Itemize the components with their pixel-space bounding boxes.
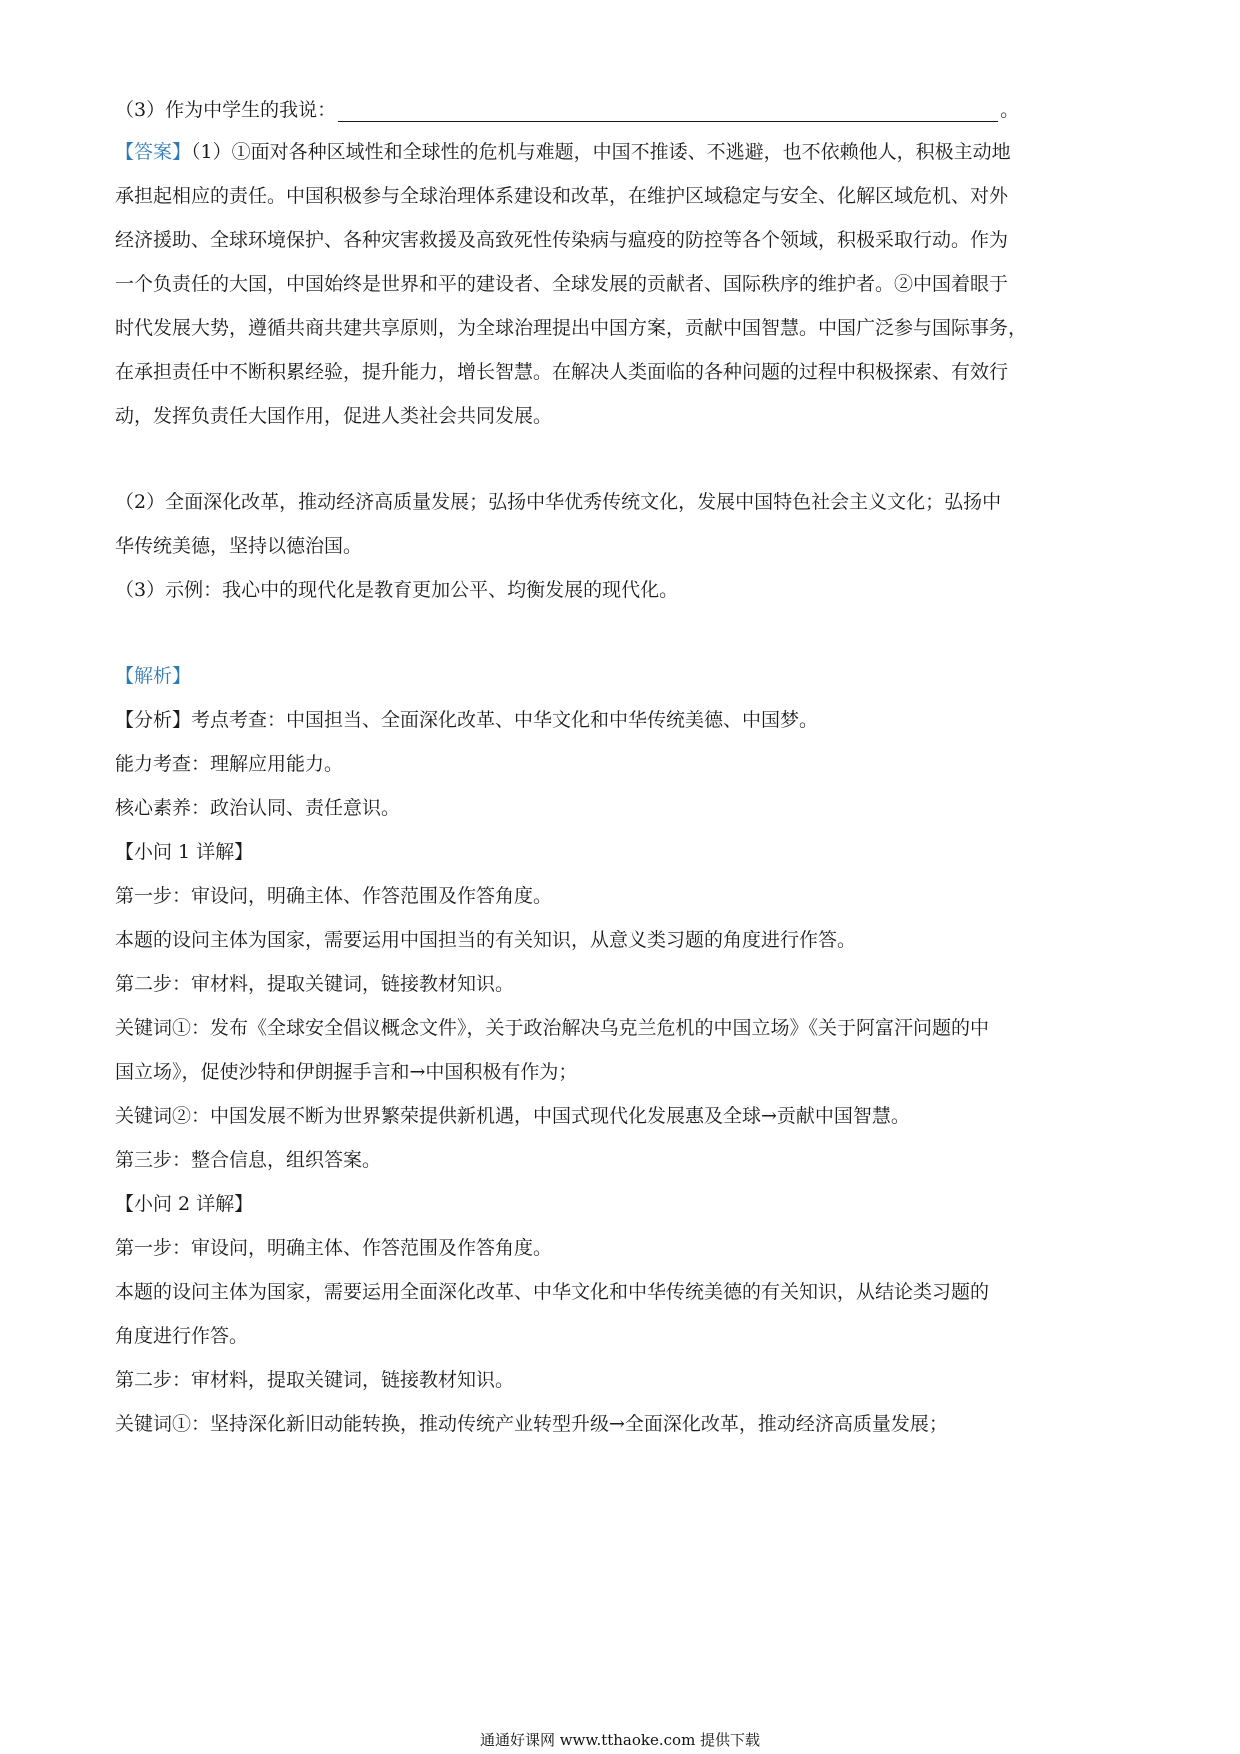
answer-line-2: 承担起相应的责任。中国积极参与全球治理体系建设和改革，在维护区域稳定与安全、化解区域危机、对外 — [115, 185, 1009, 207]
analysis-line-5: 第一步：审设问，明确主体、作答范围及作答角度。 — [115, 885, 553, 907]
answer-part2-line-1: （2）全面深化改革，推动经济高质量发展；弘扬中华优秀传统文化，发展中国特色社会主义文化；弘扬中 — [115, 491, 1002, 513]
answer-label: 【答案】 — [115, 141, 192, 163]
answer-text: （1）①面对各种区域性和全球性的危机与难题，中国不推诿、不逃避，也不依赖他人，积极主动地 — [191, 141, 1011, 163]
answer-line-5: 时代发展大势，遵循共商共建共享原则，为全球治理提出中国方案，贡献中国智慧。中国广泛参与国际事务， — [115, 317, 1028, 339]
analysis-line-1: 【分析】考点考查：中国担当、全面深化改革、中华文化和中华传统美德、中国梦。 — [115, 709, 819, 731]
analysis-line-12: 【小问 2 详解】 — [115, 1193, 254, 1215]
question-3-end: 。 — [1000, 99, 1020, 121]
answer-line-4: 一个负责任的大国，中国始终是世界和平的建设者、全球发展的贡献者、国际秩序的维护者。②中国着眼于 — [115, 273, 1009, 295]
answer-line-3: 经济援助、全球环境保护、各种灾害救援及高致死性传染病与瘟疫的防控等各个领域，积极采取行动。作为 — [115, 229, 1009, 251]
analysis-line-13: 第一步：审设问，明确主体、作答范围及作答角度。 — [115, 1237, 553, 1259]
analysis-line-16: 第二步：审材料，提取关键词，链接教材知识。 — [115, 1369, 515, 1391]
answer-blank — [338, 101, 998, 122]
answer-line-1 — [115, 140, 1135, 164]
answer-line-7: 动，发挥负责任大国作用，促进人类社会共同发展。 — [115, 405, 553, 427]
analysis-line-14: 本题的设问主体为国家，需要运用全面深化改革、中华文化和中华传统美德的有关知识，从结论类习题的 — [115, 1281, 990, 1303]
analysis-line-10: 关键词②：中国发展不断为世界繁荣提供新机遇，中国式现代化发展惠及全球→贡献中国智慧。 — [115, 1105, 910, 1127]
analysis-line-3: 核心素养：政治认同、责任意识。 — [115, 797, 401, 819]
answer-part3: （3）示例：我心中的现代化是教育更加公平、均衡发展的现代化。 — [115, 579, 679, 601]
analysis-line-4: 【小问 1 详解】 — [115, 841, 254, 863]
analysis-line-9: 国立场》，促使沙特和伊朗握手言和→中国积极有作为； — [115, 1061, 578, 1083]
analysis-line-2: 能力考查：理解应用能力。 — [115, 753, 344, 775]
question-3-text: （3）作为中学生的我说： — [115, 99, 337, 121]
answer-line-6: 在承担责任中不断积累经验，提升能力，增长智慧。在解决人类面临的各种问题的过程中积极探索、有效行 — [115, 361, 1009, 383]
analysis-label: 【解析】 — [115, 665, 192, 687]
answer-part2-line-2: 华传统美德，坚持以德治国。 — [115, 535, 363, 557]
analysis-line-17: 关键词①：坚持深化新旧动能转换，推动传统产业转型升级→全面深化改革，推动经济高质量发展； — [115, 1413, 948, 1435]
analysis-line-11: 第三步：整合信息，组织答案。 — [115, 1149, 382, 1171]
analysis-line-7: 第二步：审材料，提取关键词，链接教材知识。 — [115, 973, 515, 995]
analysis-line-15: 角度进行作答。 — [115, 1325, 249, 1347]
analysis-line-8: 关键词①：发布《全球安全倡议概念文件》，关于政治解决乌克兰危机的中国立场》《关于阿富汗问题的中 — [115, 1017, 990, 1039]
analysis-line-6: 本题的设问主体为国家，需要运用中国担当的有关知识，从意义类习题的角度进行作答。 — [115, 929, 857, 951]
page-footer: 通通好课网 www.tthaoke.com 提供下载 — [479, 1731, 761, 1749]
question-3-prompt — [115, 98, 1135, 122]
